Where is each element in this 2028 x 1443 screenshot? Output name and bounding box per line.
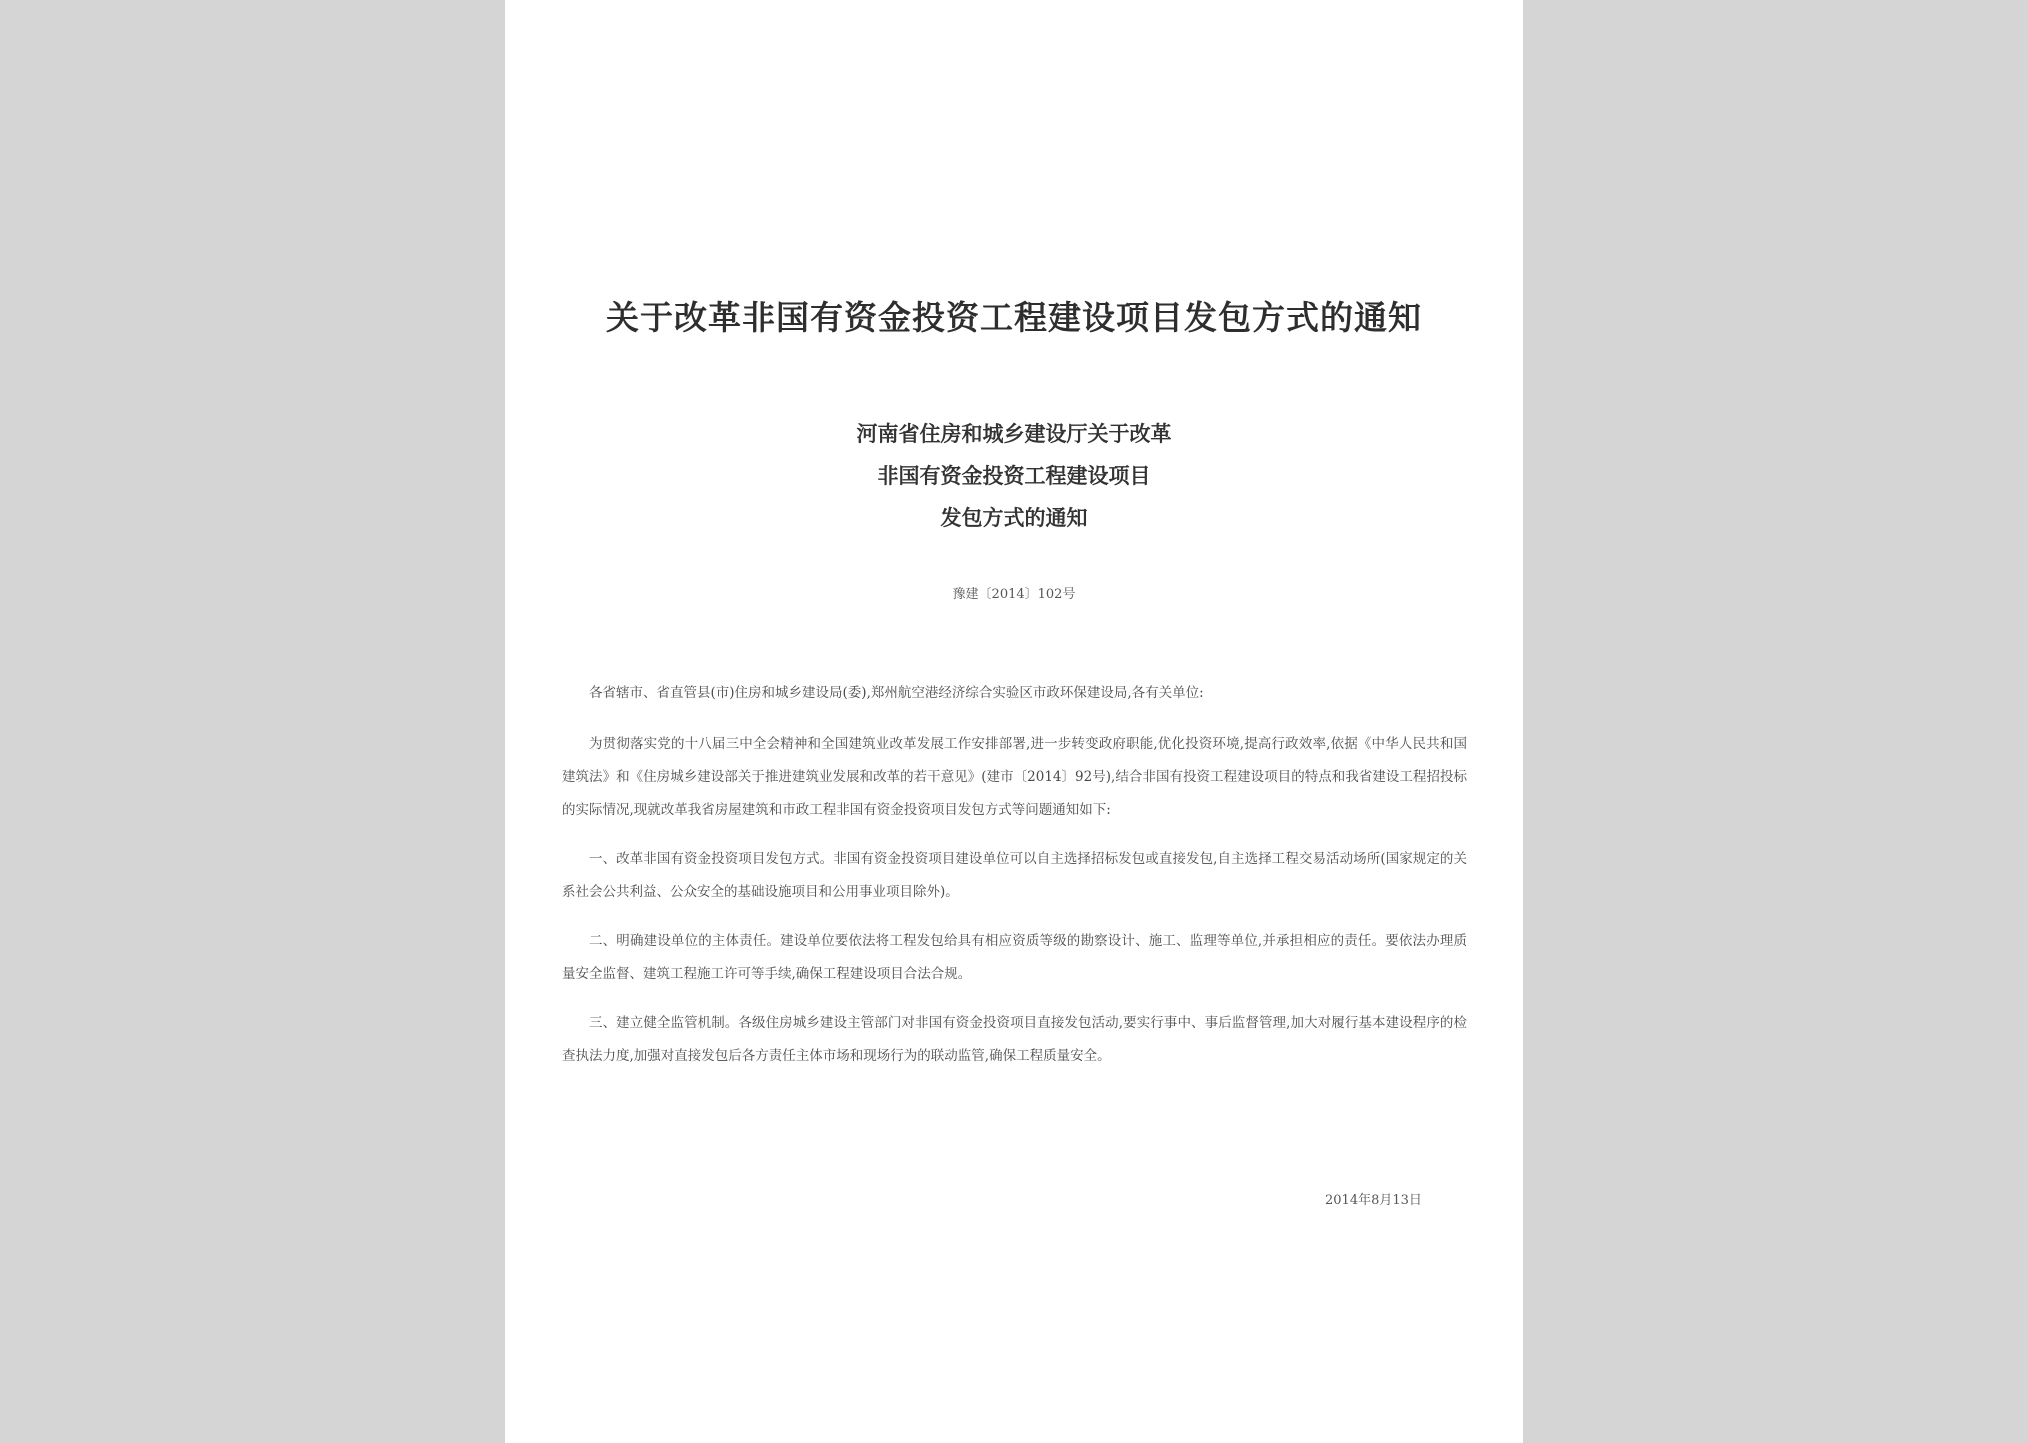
document-title: 关于改革非国有资金投资工程建设项目发包方式的通知 xyxy=(606,298,1422,337)
subtitle-line: 发包方式的通知 xyxy=(940,505,1088,530)
document-page xyxy=(505,0,1523,1443)
salutation: 各省辖市、省直管县(市)住房和城乡建设局(委),郑州航空港经济综合实验区市政环保建设局,各有关单位: xyxy=(589,685,1204,701)
subtitle-line: 河南省住房和城乡建设厅关于改革 xyxy=(856,421,1172,446)
body-paragraph: 一、改革非国有资金投资项目发包方式。非国有资金投资项目建设单位可以自主选择招标发包或直接发包,自主选择工程交易活动场所(国家规定的关系社会公共利益、公众安全的基础设施项目和公用事业项目除外)。 xyxy=(562,851,1467,900)
subtitle-line: 非国有资金投资工程建设项目 xyxy=(877,463,1151,488)
signature-date: 2014年8月13日 xyxy=(1325,1193,1422,1208)
body-paragraph: 为贯彻落实党的十八届三中全会精神和全国建筑业改革发展工作安排部署,进一步转变政府职能,优化投资环境,提高行政效率,依据《中华人民共和国建筑法》和《住房城乡建设部关于推进建筑业发展和改革的若干意见》(建市〔2014〕92号),结合非国有投资工程建设项目的特点和我省建设工程招投标的实际情况,现就改革我省房屋建筑和市政工程非国有资金投资项目发包方式等问题通知如下: xyxy=(562,736,1467,818)
body-paragraph: 三、建立健全监管机制。各级住房城乡建设主管部门对非国有资金投资项目直接发包活动,要实行事中、事后监督管理,加大对履行基本建设程序的检查执法力度,加强对直接发包后各方责任主体市场和现场行为的联动监管,确保工程质量安全。 xyxy=(562,1015,1467,1064)
body-paragraph: 二、明确建设单位的主体责任。建设单位要依法将工程发包给具有相应资质等级的勘察设计、施工、监理等单位,并承担相应的责任。要依法办理质量安全监督、建筑工程施工许可等手续,确保工程建设项目合法合规。 xyxy=(562,933,1467,982)
document-body xyxy=(562,677,1467,1089)
document-subtitle xyxy=(505,413,1523,539)
document-number: 豫建〔2014〕102号 xyxy=(952,587,1076,602)
